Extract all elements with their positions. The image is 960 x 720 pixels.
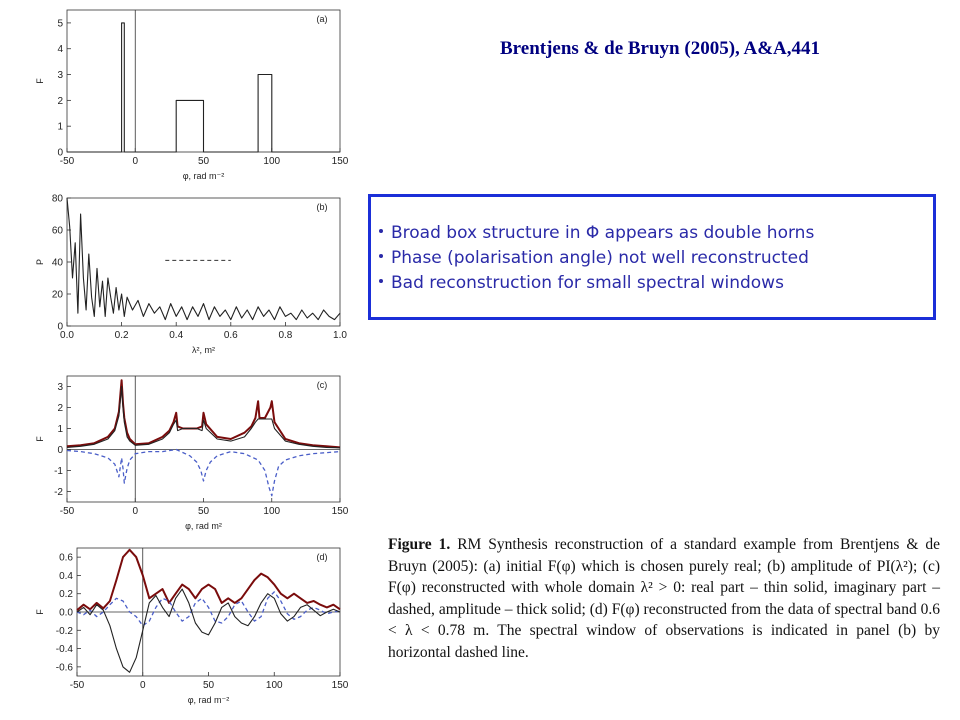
y-tick-label: -0.4 bbox=[55, 644, 73, 656]
y-tick-label: 2 bbox=[57, 95, 63, 107]
y-tick-label: -1 bbox=[54, 466, 63, 477]
series-imaginary-line bbox=[77, 592, 340, 626]
y-tick-label: 5 bbox=[57, 18, 63, 30]
series-real-line bbox=[67, 23, 340, 152]
x-tick-label: 100 bbox=[263, 506, 281, 517]
y-tick-label: 0.0 bbox=[59, 607, 73, 619]
panel-b-chart bbox=[35, 188, 365, 368]
y-tick-label: 1 bbox=[57, 424, 63, 435]
x-tick-label: 0.6 bbox=[223, 330, 238, 341]
plot-frame bbox=[67, 198, 340, 326]
x-tick-label: -50 bbox=[59, 156, 75, 167]
y-tick-label: 0.6 bbox=[59, 552, 73, 564]
bullet-item bbox=[379, 221, 933, 246]
y-tick-label: -0.6 bbox=[55, 662, 73, 674]
series-real-line bbox=[77, 589, 340, 672]
x-tick-label: 0.0 bbox=[60, 330, 74, 341]
y-axis-label: P bbox=[35, 258, 45, 266]
panel-tag: (d) bbox=[316, 552, 328, 562]
x-tick-label: 50 bbox=[197, 506, 210, 517]
y-tick-label: 0 bbox=[57, 147, 63, 159]
y-axis-label: F bbox=[35, 436, 45, 442]
x-tick-label: 1.0 bbox=[333, 330, 347, 341]
x-axis-label: φ, rad m² bbox=[185, 521, 222, 531]
bullet-item bbox=[379, 271, 933, 296]
panel-tag: (a) bbox=[316, 14, 328, 24]
series-amplitude-line bbox=[77, 550, 340, 610]
bullet-dot-icon bbox=[379, 229, 383, 233]
x-tick-label: 0.8 bbox=[278, 330, 293, 341]
x-tick-label: 150 bbox=[331, 680, 349, 691]
y-tick-label: 40 bbox=[51, 257, 63, 269]
y-tick-label: 0.4 bbox=[59, 570, 73, 582]
panel-tag: (c) bbox=[316, 380, 328, 390]
y-tick-label: 0 bbox=[57, 445, 63, 456]
series-real-line bbox=[67, 198, 340, 320]
panel-a bbox=[35, 0, 365, 185]
bullet-item bbox=[379, 246, 933, 271]
y-axis-label: F bbox=[35, 78, 45, 84]
y-tick-label: 4 bbox=[57, 44, 63, 56]
bullet-text: Bad reconstruction for small spectral windows bbox=[391, 273, 784, 293]
figure-caption bbox=[388, 534, 940, 664]
x-tick-label: 0 bbox=[132, 156, 139, 167]
x-axis-label: λ², m² bbox=[192, 345, 215, 355]
panel-c-chart bbox=[35, 368, 365, 540]
x-axis-label: φ, rad m⁻² bbox=[187, 695, 230, 705]
bullet-text: Broad box structure in Φ appears as double horns bbox=[391, 223, 815, 243]
y-tick-label: 1 bbox=[57, 121, 63, 133]
x-tick-label: -50 bbox=[69, 680, 85, 691]
reference-title: Brentjens & de Bruyn (2005), A&A,441 bbox=[500, 38, 821, 59]
x-tick-label: 150 bbox=[331, 506, 349, 517]
bullet-text: Phase (polarisation angle) not well reconstructed bbox=[391, 248, 809, 268]
x-axis-label: φ, rad m⁻² bbox=[182, 171, 225, 181]
x-tick-label: 0 bbox=[139, 680, 146, 691]
panel-c bbox=[35, 368, 365, 540]
panel-a-chart bbox=[35, 0, 365, 185]
y-tick-label: 2 bbox=[57, 403, 63, 414]
x-tick-label: -50 bbox=[59, 506, 75, 517]
panel-d bbox=[35, 540, 365, 720]
y-tick-label: -0.2 bbox=[55, 625, 73, 637]
x-tick-label: 50 bbox=[202, 680, 215, 691]
series-imaginary-line bbox=[67, 450, 340, 496]
y-tick-label: 80 bbox=[51, 193, 63, 205]
caption-label: Figure 1. bbox=[388, 536, 451, 553]
y-tick-label: 0 bbox=[57, 321, 63, 333]
y-tick-label: 20 bbox=[51, 289, 63, 301]
bullet-dot-icon bbox=[379, 279, 383, 283]
x-tick-label: 0.2 bbox=[114, 330, 129, 341]
series-amplitude-line bbox=[67, 380, 340, 447]
y-axis-label: F bbox=[35, 609, 45, 615]
panel-d-chart bbox=[35, 540, 365, 720]
figure-column bbox=[35, 0, 365, 720]
caption-text: RM Synthesis reconstruction of a standard example from Brentjens & de Bruyn (2005): (a) initial F(φ) which is chosen purely real; (b) amplitude of PI(λ²); (c) F(φ) reconstructed with whole domain λ² > 0: real part – thin solid, imaginary part – dashed, amplitude – thick solid; (d) F(φ) reconstructed from the data of spectral band 0.6 < λ < 0.78 m. The spectral window of observations is indicated in panel (b) by horizontal dashed line. bbox=[388, 536, 941, 661]
x-tick-label: 100 bbox=[265, 680, 283, 691]
x-tick-label: 0.4 bbox=[169, 330, 184, 341]
panel-b bbox=[35, 188, 365, 368]
y-tick-label: 3 bbox=[57, 70, 63, 82]
y-tick-label: 0.2 bbox=[59, 589, 73, 601]
x-tick-label: 50 bbox=[197, 156, 210, 167]
x-tick-label: 100 bbox=[263, 156, 281, 167]
y-tick-label: 60 bbox=[51, 225, 63, 237]
x-tick-label: 0 bbox=[132, 506, 139, 517]
bullet-box bbox=[368, 194, 936, 320]
y-tick-label: 3 bbox=[57, 382, 63, 393]
x-tick-label: 150 bbox=[331, 156, 349, 167]
panel-tag: (b) bbox=[316, 202, 328, 212]
y-tick-label: -2 bbox=[54, 487, 63, 498]
bullet-dot-icon bbox=[379, 254, 383, 258]
bullet-list bbox=[371, 197, 933, 296]
